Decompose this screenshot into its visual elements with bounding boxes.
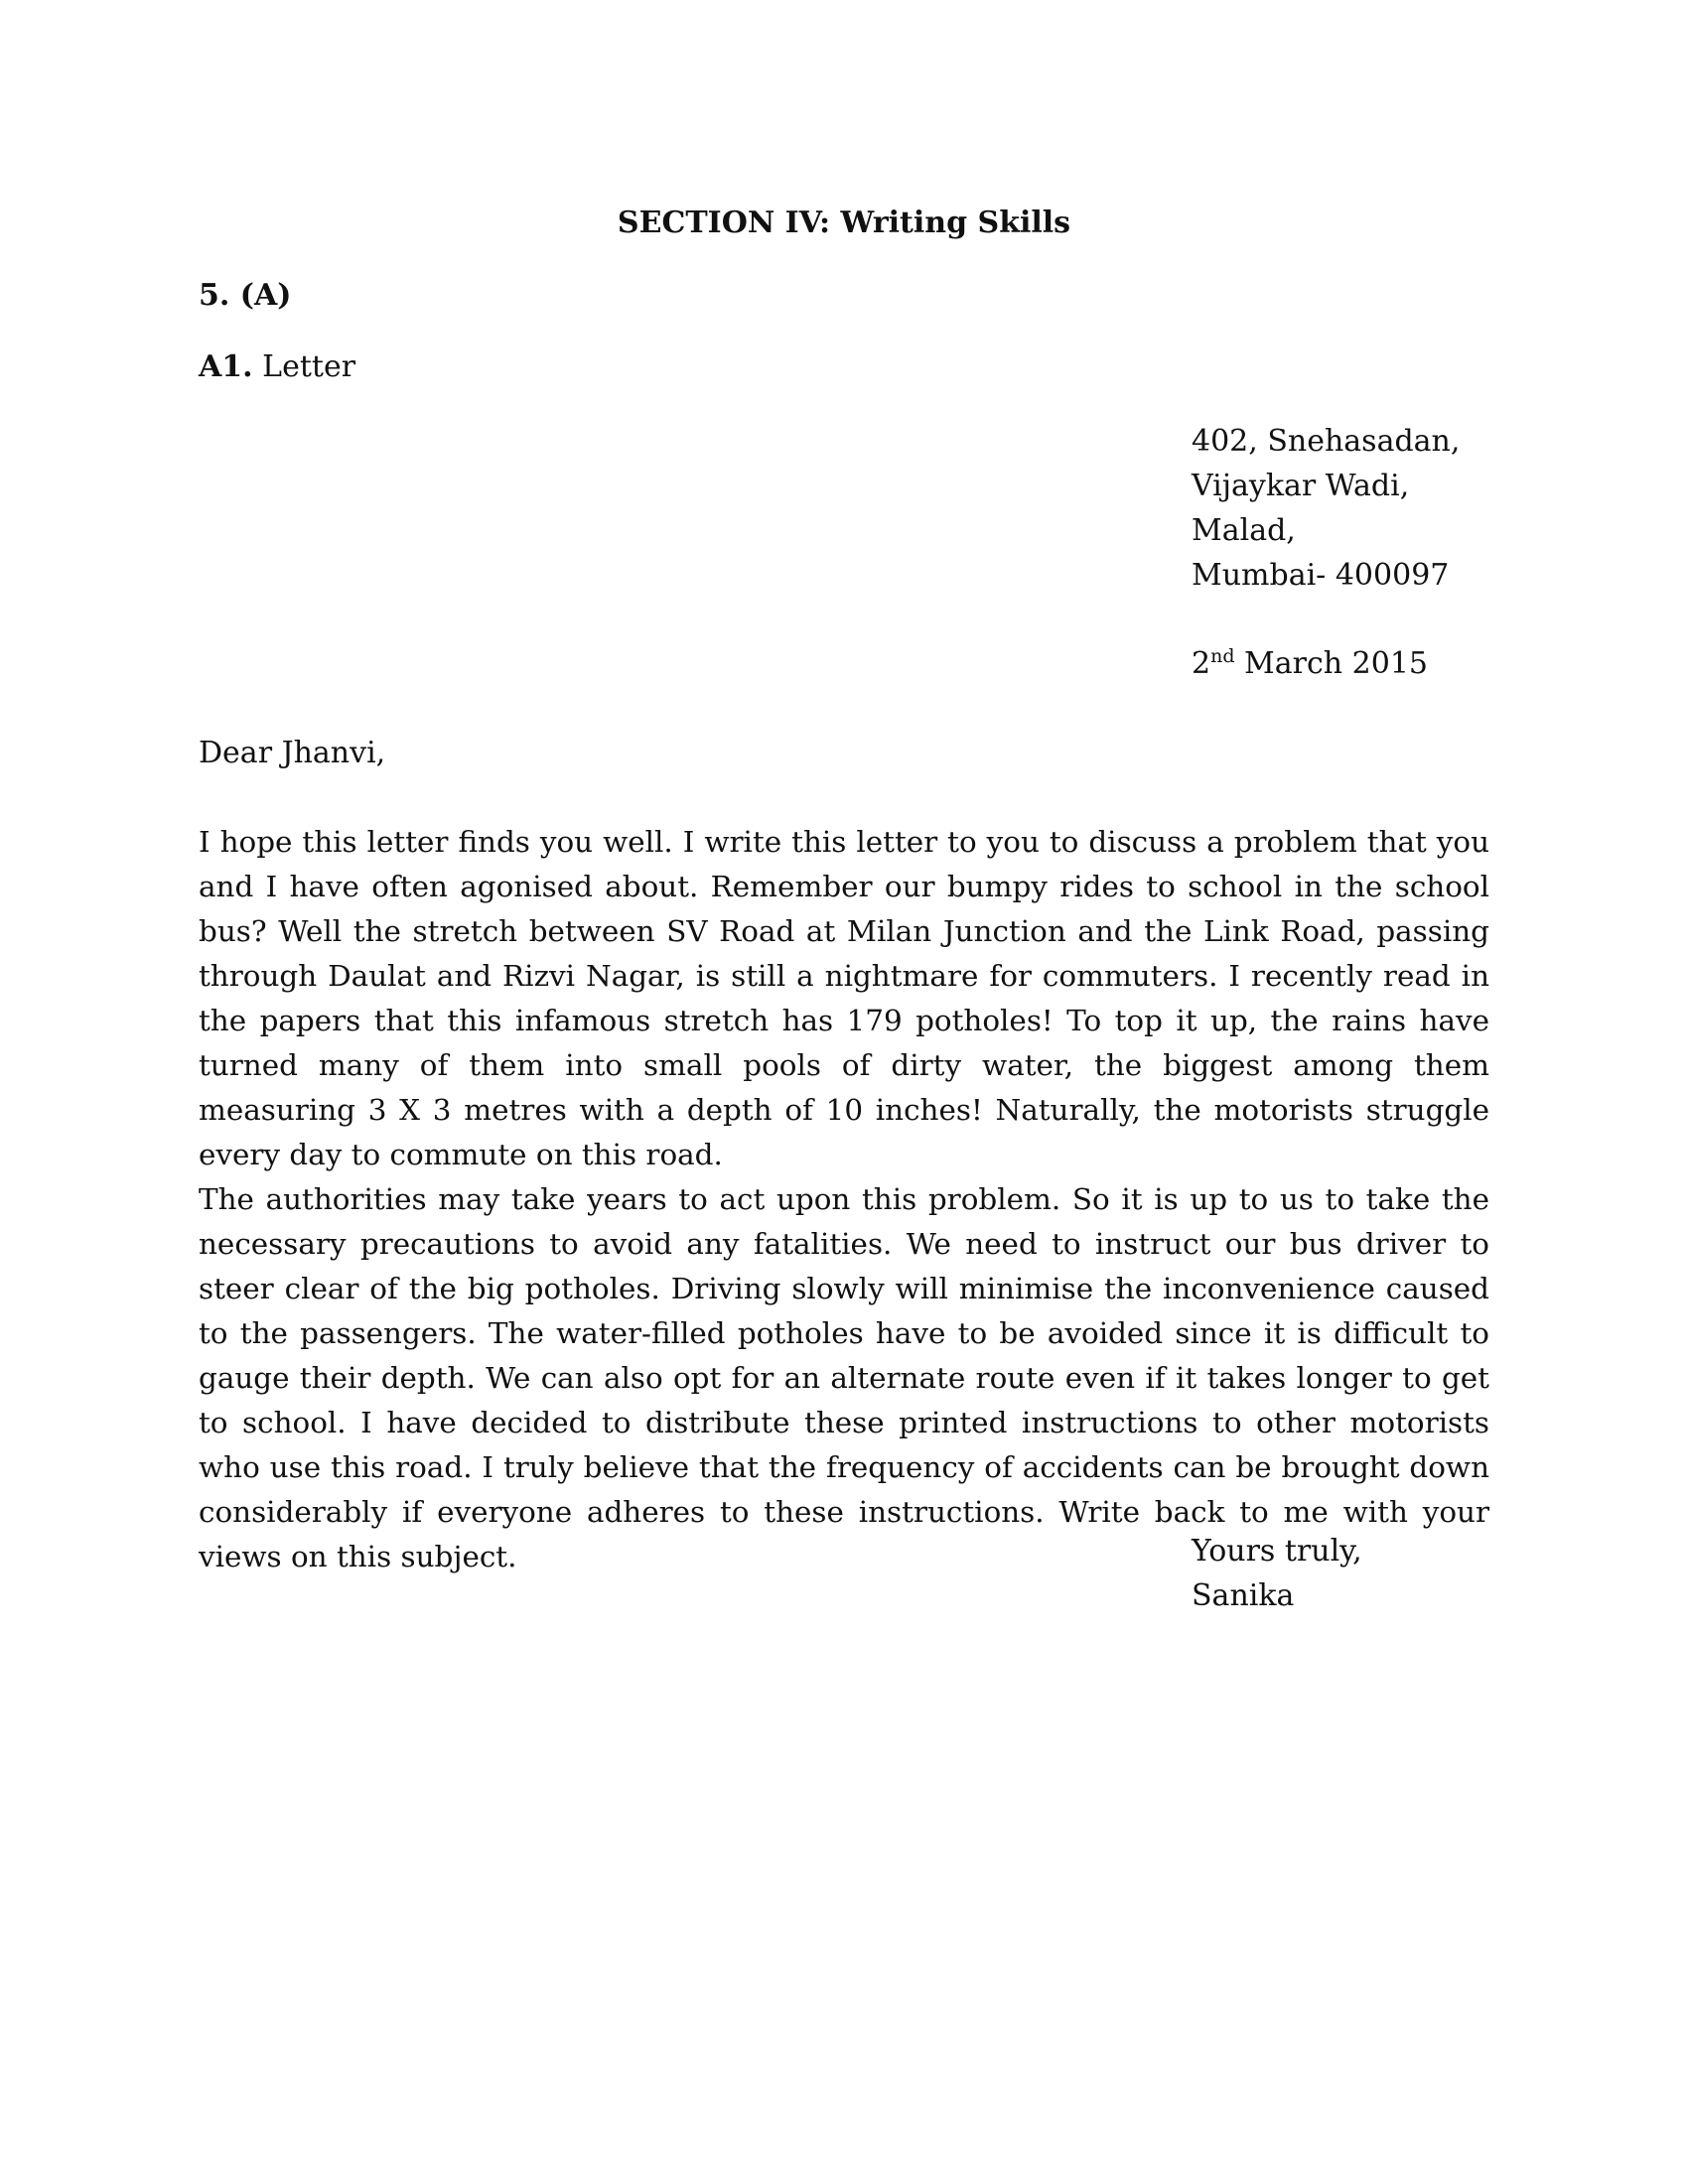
salutation: Dear Jhanvi, (199, 736, 386, 770)
address-line: Mumbai- 400097 (1192, 558, 1450, 593)
address-line: Malad, (1192, 513, 1296, 548)
sub-question-label: A1. (199, 349, 253, 384)
address-line: Vijaykar Wadi, (1192, 469, 1410, 503)
closing-phrase: Yours truly, (1192, 1534, 1362, 1569)
sub-question-text: Letter (262, 349, 356, 384)
address-line: 402, Snehasadan, (1192, 424, 1461, 459)
signature-name: Sanika (1192, 1578, 1295, 1613)
letter-date (1192, 641, 1428, 686)
date-rest: March 2015 (1244, 646, 1428, 681)
letter-closing (1192, 1529, 1362, 1618)
body-paragraph-2: The authorities may take years to act upon this problem. So it is up to us to take the necessary precautions to avoid any fatalities. We need to instruct our bus driver to steer clear of the big potholes. Driving slowly will minimise the inconvenience caused to the passengers. The water-filled potholes have to be avoided since it is difficult to gauge their depth. We can also opt for an alternate route even if it takes longer to get to school. I have decided to distribute these printed instructions to other motorists who use this road. I truly believe that the frequency of accidents can be brought down considerably if everyone adheres to these instructions. Write back to me with your views on this subject. (199, 1182, 1489, 1573)
sub-question-heading (199, 347, 355, 387)
date-day: 2 (1192, 646, 1211, 681)
section-title: SECTION IV: Writing Skills (617, 205, 1071, 240)
sender-address (1192, 419, 1460, 598)
body-paragraph-1: I hope this letter finds you well. I write this letter to you to discuss a problem that you and I have often agonised about. Remember our bumpy rides to school in the school bus? Well the stretch between SV Road at Milan Junction and the Link Road, passing through Daulat and Rizvi Nagar, is still a nightmare for commuters. I recently read in the papers that this infamous stretch has 179 potholes! To top it up, the rains have turned many of them into small pools of dirty water, the biggest among them measuring 3 X 3 metres with a depth of 10 inches! Naturally, the motorists struggle every day to commute on this road. (199, 825, 1489, 1171)
date-suffix: nd (1210, 645, 1235, 667)
question-number: 5. (A) (199, 278, 292, 313)
